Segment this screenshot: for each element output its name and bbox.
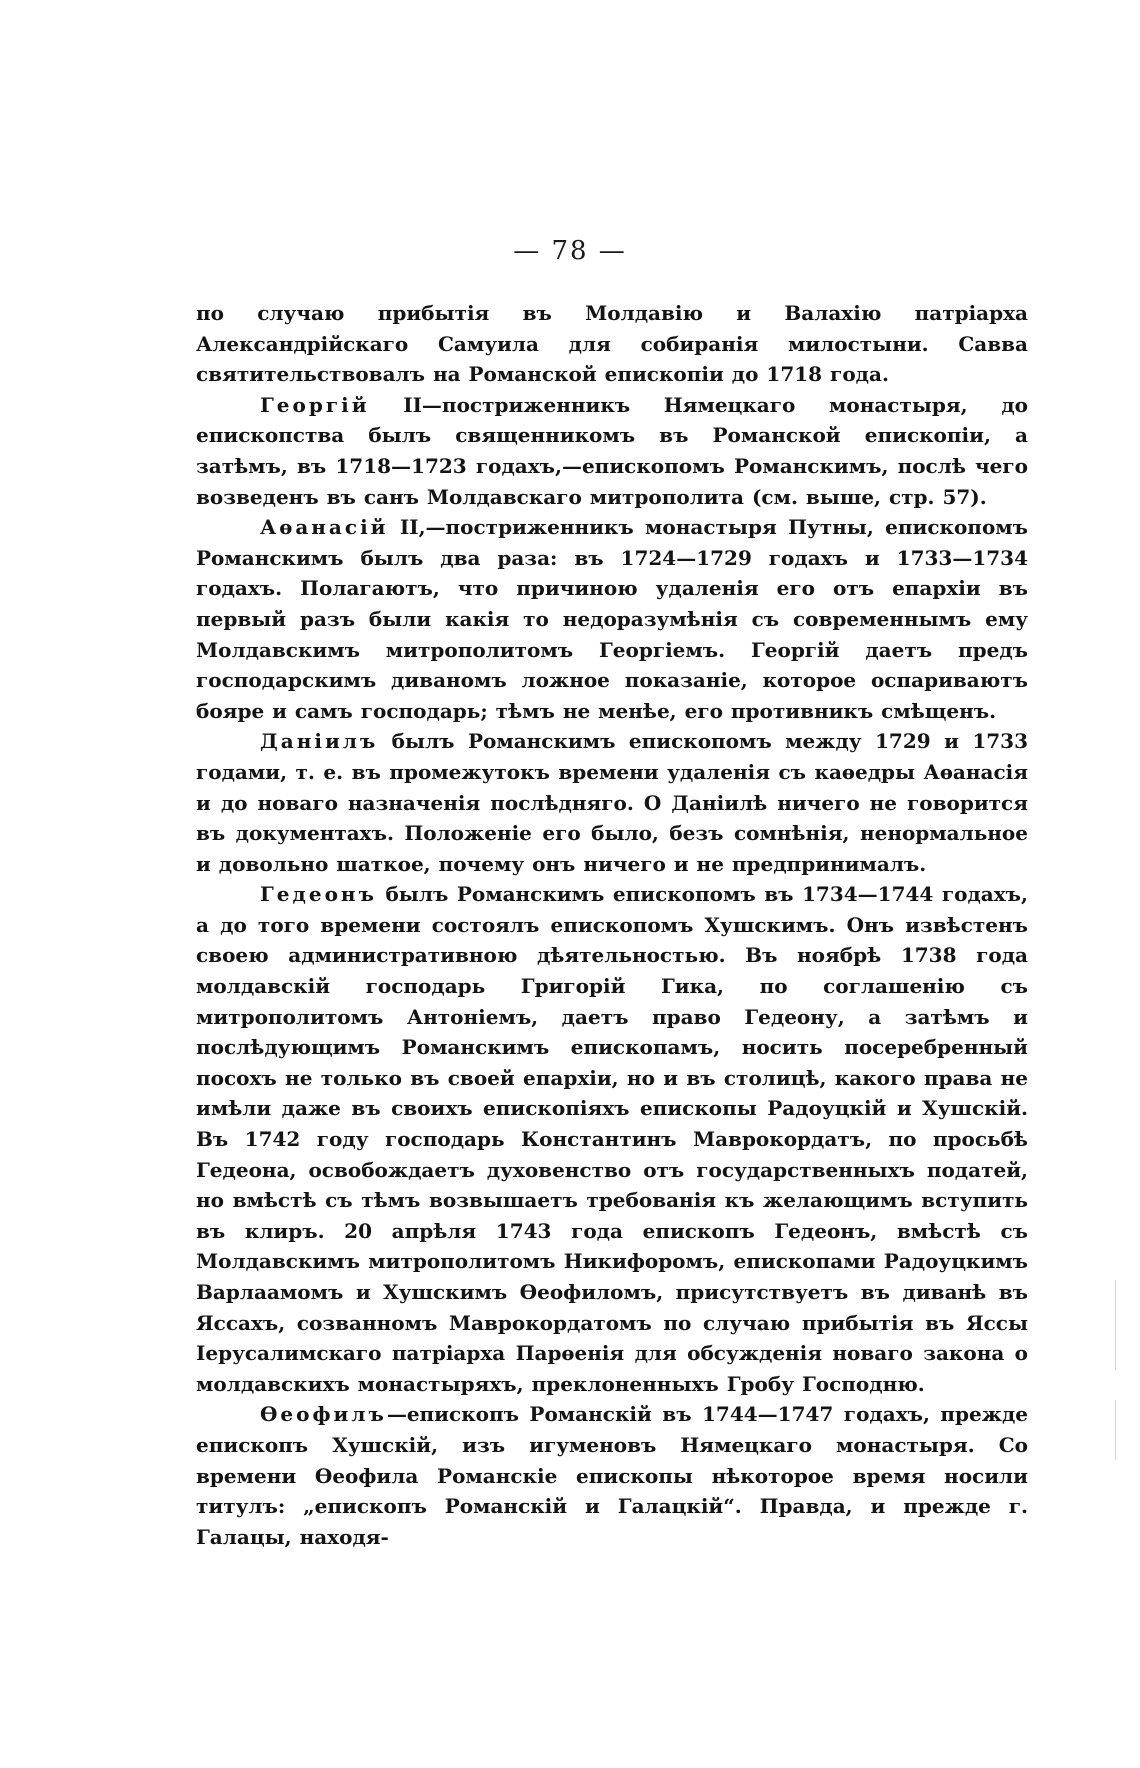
- bishop-name: Ѳеофилъ: [260, 1402, 387, 1427]
- scan-edge-mark: [1115, 1400, 1116, 1460]
- paragraph-continuation: [196, 298, 1028, 390]
- paragraph-text: II,—постриженникъ монастыря Путны, епископомъ Романскимъ былъ два раза: въ 1724—1729 годахъ и 1733—1734 годахъ. Полагаютъ, что причиною удаленія его отъ епархіи въ первый разъ были какія то недоразумѣнія съ современнымъ ему Молдавскимъ митрополитомъ Георгіемъ. Георгій даетъ предъ господарскимъ диваномъ ложное показаніе, которое оспариваютъ бояре и самъ господарь; тѣмъ не менѣе, его противникъ смѣщенъ.: [196, 515, 1028, 723]
- body-text: [196, 298, 1028, 1552]
- page-number: — 78 —: [513, 236, 627, 266]
- paragraph-text: былъ Романскимъ епископомъ въ 1734—1744 годахъ, а до того времени состоялъ епископомъ Хушскимъ. Онъ извѣстенъ своею административною дѣятельностью. Въ ноябрѣ 1738 года молдавскій господарь Григорій Гика, по соглашенію съ митрополитомъ Антоніемъ, даетъ право Гедеону, а затѣмъ и послѣдующимъ Романскимъ епископамъ, носить посеребренный посохъ не только въ своей епархіи, но и въ столицѣ, какого права не имѣли даже въ своихъ епископіяхъ епископы Радоуцкій и Хушскій. Въ 1742 году господарь Константинъ Маврокордатъ, по просьбѣ Гедеона, освобождаетъ духовенство отъ государственныхъ податей, но вмѣстѣ съ тѣмъ возвышаетъ требованія къ желающимъ вступить въ клиръ. 20 апрѣля 1743 года епископъ Гедеонъ, вмѣстѣ съ Молдавскимъ митрополитомъ Никифоромъ, епископами Радоуцкимъ Варлаамомъ и Хушскимъ Ѳеофиломъ, присутствуетъ въ диванѣ въ Яссахъ, созванномъ Маврокордатомъ по случаю прибытія въ Яссы Іерусалимскаго патріарха Парѳенія для обсужденія новаго закона о молдавскихъ монастыряхъ, преклоненныхъ Гробу Господню.: [196, 882, 1028, 1396]
- paragraph-daniil: [196, 726, 1028, 879]
- paragraph-gedeon: [196, 879, 1028, 1399]
- paragraph-feofil: [196, 1399, 1028, 1552]
- paragraph-text: по случаю прибытія въ Молдавію и Валахію патріарха Александрійскаго Самуила для собиранія милостыни. Савва святительствовалъ на Романской епископіи до 1718 года.: [196, 301, 1028, 387]
- paragraph-text: былъ Романскимъ епископомъ между 1729 и 1733 годами, т. е. въ промежутокъ времени удаленія съ каѳедры Аѳанасія и до новаго назначенія послѣдняго. О Даніилѣ ничего не говорится въ документахъ. Положеніе его было, безъ сомнѣнія, ненормальное и довольно шаткое, почему онъ ничего и не предпринималъ.: [196, 729, 1028, 876]
- paragraph-afanasiy: [196, 512, 1028, 726]
- bishop-name: Гедеонъ: [260, 882, 377, 907]
- scan-edge-mark: [1115, 1280, 1116, 1370]
- bishop-name: Даніилъ: [260, 729, 379, 754]
- paragraph-text: —епископъ Романскій въ 1744—1747 годахъ, прежде епископъ Хушскій, изъ игуменовъ Нямецкаго монастыря. Со времени Ѳеофила Романскіе епископы нѣкоторое время носили титулъ: „епископъ Романскій и Галацкій“. Правда, и прежде г. Галацы, находя-: [196, 1402, 1028, 1549]
- paragraph-text: II—постриженникъ Нямецкаго монастыря, до епископства былъ священникомъ въ Романской епископіи, а затѣмъ, въ 1718—1723 годахъ,—епископомъ Романскимъ, послѣ чего возведенъ въ санъ Молдавскаго митрополита (см. выше, стр. 57).: [196, 392, 1028, 509]
- paragraph-georgiy: [196, 390, 1028, 512]
- bishop-name: Аѳанасій: [260, 515, 389, 540]
- bishop-name: Георгій: [260, 392, 370, 417]
